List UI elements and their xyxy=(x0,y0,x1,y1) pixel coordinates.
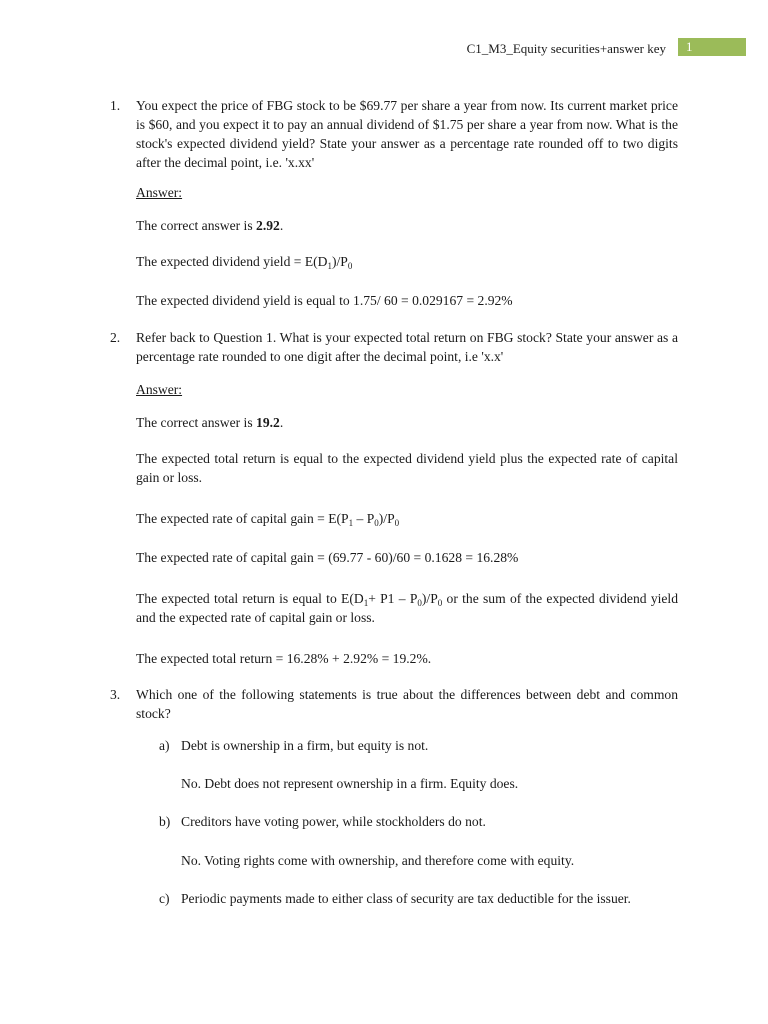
answer-label: Answer: xyxy=(136,185,183,200)
question-number: 3. xyxy=(110,687,121,702)
correct-answer: The correct answer is 19.2. xyxy=(136,415,284,430)
answer-label: Answer: xyxy=(136,382,183,397)
calculation-line: The expected dividend yield is equal to 1.75/ 60 = 0.029167 = 2.92% xyxy=(136,293,513,308)
option-c xyxy=(159,889,678,908)
page-header xyxy=(0,38,746,56)
explanation-line: The expected total return is equal to the expected dividend yield plus the expected rate of capital gain or loss. xyxy=(136,451,678,485)
page-number-badge: 1 xyxy=(678,38,746,56)
question-number: 1. xyxy=(110,98,121,113)
option-a xyxy=(159,736,678,755)
option-text: Debt is ownership in a firm, but equity is not. xyxy=(181,738,429,753)
question-number: 2. xyxy=(110,330,121,345)
option-feedback: No. Debt does not represent ownership in a firm. Equity does. xyxy=(181,776,519,791)
capital-gain-calculation: The expected rate of capital gain = (69.77 - 60)/60 = 0.1628 = 16.28% xyxy=(136,550,519,565)
document-title: C1_M3_Equity securities+answer key xyxy=(466,41,666,56)
option-b xyxy=(159,812,678,831)
option-text: Periodic payments made to either class of security are tax deductible for the issuer. xyxy=(181,891,631,906)
question-2 xyxy=(110,328,678,366)
question-1 xyxy=(110,96,678,172)
option-letter: a) xyxy=(159,738,170,753)
option-letter: b) xyxy=(159,814,171,829)
correct-answer-value: 19.2 xyxy=(256,415,280,430)
question-text: Which one of the following statements is true about the differences between debt and common stock? xyxy=(136,687,678,721)
option-letter: c) xyxy=(159,891,170,906)
formula-line: The expected dividend yield = $E(D_1)/P_0$ xyxy=(136,254,353,271)
total-return-calculation: The expected total return = 16.28% + 2.92% = 19.2%. xyxy=(136,651,432,666)
correct-answer: The correct answer is 2.92. xyxy=(136,218,284,233)
question-text: You expect the price of FBG stock to be $69.77 per share a year from now. Its current market price is $60, and you expect it to pay an annual dividend of $1.75 per share a year from now. What is the stock's expected dividend yield? State your answer as a percentage rate rounded off to two digits after the decimal point, i.e. 'x.xx' xyxy=(136,98,678,170)
correct-answer-value: 2.92 xyxy=(256,218,280,233)
question-text: Refer back to Question 1. What is your expected total return on FBG stock? State your answer as a percentage rate rounded to one digit after the decimal point, i.e 'x.x' xyxy=(136,330,678,364)
option-text: Creditors have voting power, while stockholders do not. xyxy=(181,814,486,829)
capital-gain-formula: The expected rate of capital gain = $E(P_1 - P_0)/P_0$ xyxy=(136,511,400,528)
question-3 xyxy=(110,685,678,723)
option-feedback: No. Voting rights come with ownership, and therefore come with equity. xyxy=(181,853,575,868)
total-return-formula: The expected total return is equal to $E(D_1+ P1 - P_0)/P_0$ or the sum of the expected dividend yield and the expected rate of capital gain or loss. xyxy=(136,591,679,625)
